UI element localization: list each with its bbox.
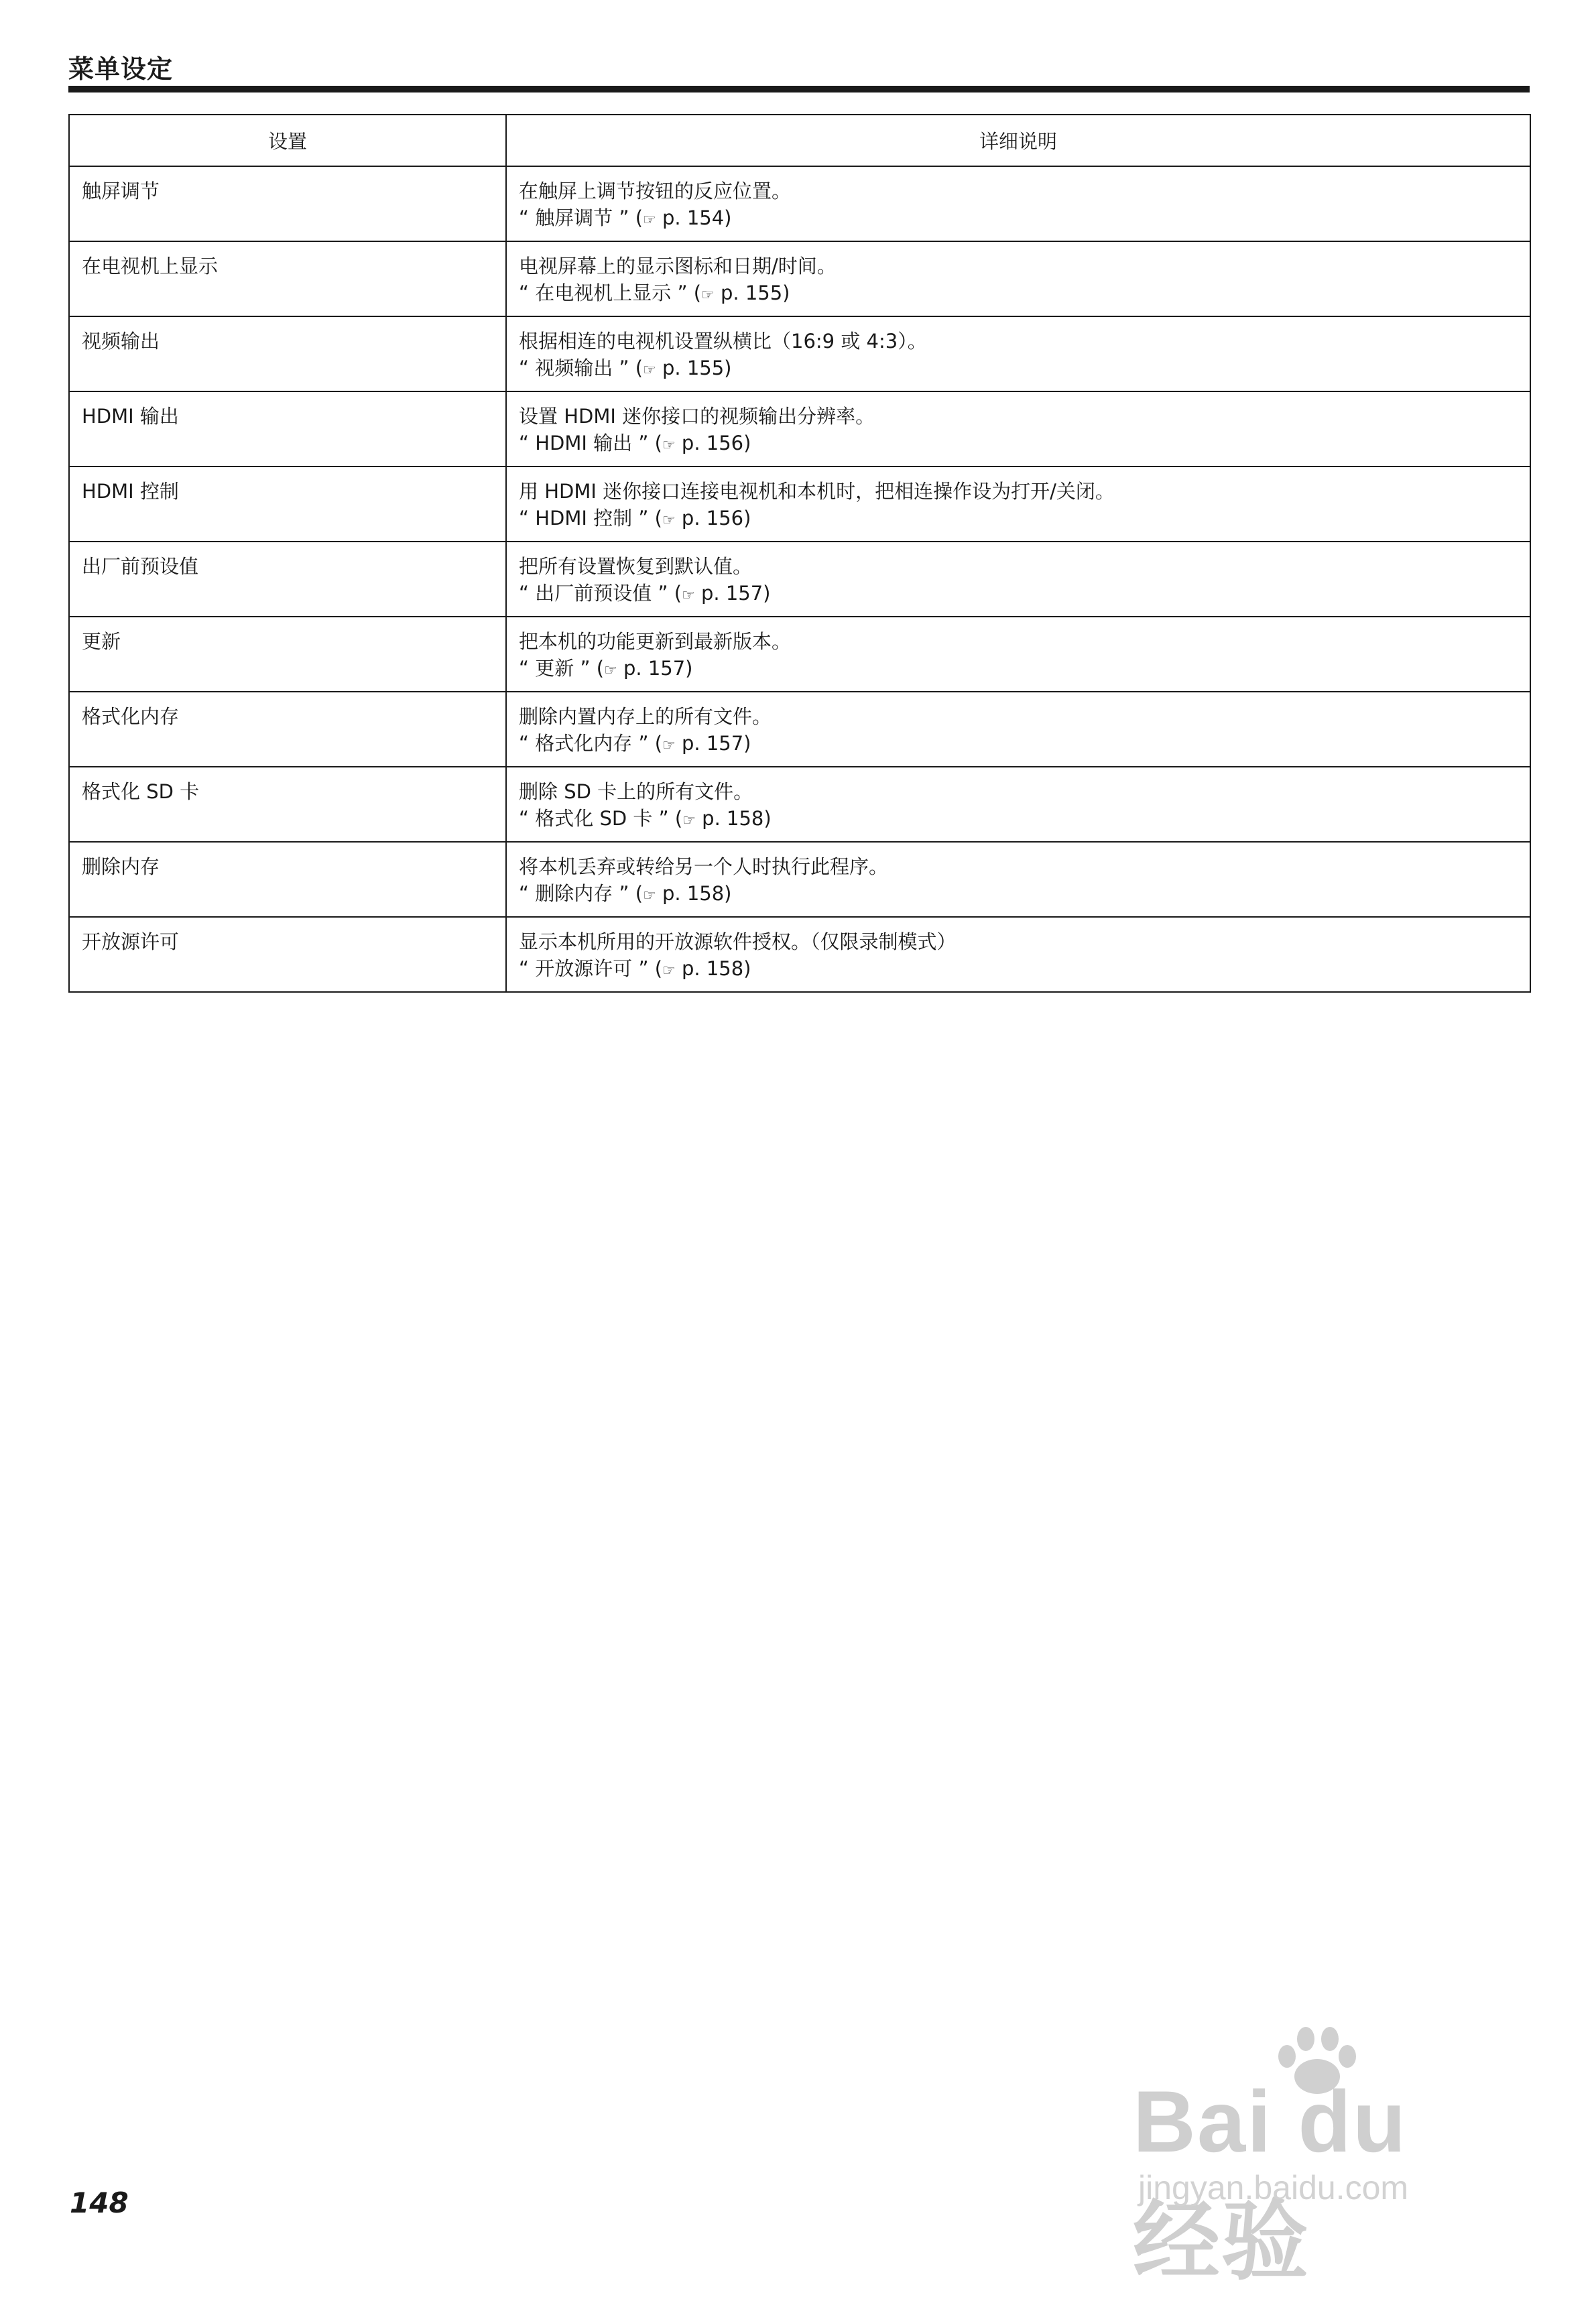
reference-name: “ 删除内存 ” ( bbox=[519, 882, 643, 905]
pointing-hand-icon: ☞ bbox=[643, 362, 656, 379]
watermark-brand: Bai du 经验 bbox=[1133, 2072, 1408, 2290]
setting-name: 出厂前预设值 bbox=[69, 542, 506, 617]
page-reference-link[interactable] bbox=[519, 280, 1518, 309]
watermark-url: jingyan.baidu.com bbox=[1138, 2169, 1409, 2207]
pointing-hand-icon: ☞ bbox=[643, 212, 656, 229]
setting-description-cell bbox=[506, 316, 1530, 391]
setting-name: 触屏调节 bbox=[69, 166, 506, 241]
reference-name: “ 开放源许可 ” ( bbox=[519, 957, 663, 980]
setting-name: 更新 bbox=[69, 617, 506, 692]
page-reference-link[interactable] bbox=[519, 505, 1518, 534]
table-row bbox=[69, 467, 1530, 542]
reference-page: p. 157) bbox=[700, 582, 771, 605]
setting-name: HDMI 控制 bbox=[69, 467, 506, 542]
reference-name: “ 触屏调节 ” ( bbox=[519, 206, 643, 229]
page-reference-link[interactable] bbox=[519, 880, 1518, 910]
page-reference-link[interactable] bbox=[519, 730, 1518, 759]
setting-description-cell bbox=[506, 391, 1530, 467]
reference-name: “ 更新 ” ( bbox=[519, 657, 605, 680]
page-reference-link[interactable] bbox=[519, 580, 1518, 609]
reference-page: p. 158) bbox=[702, 807, 772, 830]
table-row bbox=[69, 917, 1530, 992]
reference-name: “ 格式化 SD 卡 ” ( bbox=[519, 807, 683, 830]
pointing-hand-icon: ☞ bbox=[604, 662, 617, 679]
page-reference-link[interactable] bbox=[519, 204, 1518, 234]
table-row bbox=[69, 842, 1530, 917]
header-description: 详细说明 bbox=[506, 115, 1530, 166]
reference-name: “ HDMI 控制 ” ( bbox=[519, 507, 662, 530]
setting-description: 删除内置内存上的所有文件。 bbox=[519, 705, 772, 728]
setting-description-cell bbox=[506, 767, 1530, 842]
pointing-hand-icon: ☞ bbox=[701, 287, 715, 304]
setting-description: 在触屏上调节按钮的反应位置。 bbox=[519, 180, 792, 202]
page-reference-link[interactable] bbox=[519, 430, 1518, 459]
reference-page: p. 156) bbox=[681, 507, 751, 530]
page-number: 148 bbox=[70, 2186, 129, 2219]
title-rule bbox=[68, 86, 1530, 92]
table-row bbox=[69, 241, 1530, 316]
setting-name: HDMI 输出 bbox=[69, 391, 506, 467]
setting-description: 把本机的功能更新到最新版本。 bbox=[519, 630, 792, 653]
reference-page: p. 155) bbox=[720, 282, 790, 304]
setting-description-cell bbox=[506, 842, 1530, 917]
setting-description-cell bbox=[506, 617, 1530, 692]
pointing-hand-icon: ☞ bbox=[662, 512, 676, 529]
reference-name: “ 视频输出 ” ( bbox=[519, 357, 643, 379]
setting-description: 将本机丢弃或转给另一个人时执行此程序。 bbox=[519, 855, 889, 878]
header-setting: 设置 bbox=[69, 115, 506, 166]
reference-page: p. 155) bbox=[662, 357, 732, 379]
page-reference-link[interactable] bbox=[519, 955, 1518, 985]
pointing-hand-icon: ☞ bbox=[643, 887, 656, 904]
reference-name: “ HDMI 输出 ” ( bbox=[519, 432, 662, 454]
reference-name: “ 在电视机上显示 ” ( bbox=[519, 282, 702, 304]
table-row bbox=[69, 542, 1530, 617]
settings-table bbox=[68, 114, 1531, 993]
setting-description: 显示本机所用的开放源软件授权。（仅限录制模式） bbox=[519, 930, 957, 953]
page-reference-link[interactable] bbox=[519, 655, 1518, 684]
setting-name: 视频输出 bbox=[69, 316, 506, 391]
page-title: 菜单设定 bbox=[68, 54, 174, 84]
reference-page: p. 158) bbox=[662, 882, 732, 905]
reference-page: p. 157) bbox=[623, 657, 693, 680]
table-row bbox=[69, 617, 1530, 692]
pointing-hand-icon: ☞ bbox=[682, 812, 696, 829]
setting-description: 用 HDMI 迷你接口连接电视机和本机时，把相连操作设为打开/关闭。 bbox=[519, 480, 1115, 503]
reference-name: “ 格式化内存 ” ( bbox=[519, 732, 663, 755]
setting-description-cell bbox=[506, 692, 1530, 767]
reference-page: p. 157) bbox=[681, 732, 751, 755]
reference-page: p. 158) bbox=[681, 957, 751, 980]
reference-page: p. 156) bbox=[681, 432, 751, 454]
pointing-hand-icon: ☞ bbox=[682, 587, 695, 604]
setting-description-cell bbox=[506, 166, 1530, 241]
pointing-hand-icon: ☞ bbox=[662, 963, 676, 979]
setting-name: 格式化内存 bbox=[69, 692, 506, 767]
reference-name: “ 出厂前预设值 ” ( bbox=[519, 582, 682, 605]
table-row bbox=[69, 692, 1530, 767]
setting-description: 电视屏幕上的显示图标和日期/时间。 bbox=[519, 255, 837, 277]
setting-description: 删除 SD 卡上的所有文件。 bbox=[519, 780, 753, 803]
page-reference-link[interactable] bbox=[519, 805, 1518, 834]
table-row bbox=[69, 166, 1530, 241]
table-header-row bbox=[69, 115, 1530, 166]
table-row bbox=[69, 767, 1530, 842]
page-reference-link[interactable] bbox=[519, 355, 1518, 384]
reference-page: p. 154) bbox=[662, 206, 732, 229]
setting-name: 在电视机上显示 bbox=[69, 241, 506, 316]
setting-name: 格式化 SD 卡 bbox=[69, 767, 506, 842]
setting-name: 开放源许可 bbox=[69, 917, 506, 992]
pointing-hand-icon: ☞ bbox=[662, 437, 676, 454]
pointing-hand-icon: ☞ bbox=[662, 737, 676, 754]
table-row bbox=[69, 391, 1530, 467]
setting-name: 删除内存 bbox=[69, 842, 506, 917]
setting-description-cell bbox=[506, 917, 1530, 992]
setting-description-cell bbox=[506, 241, 1530, 316]
setting-description: 把所有设置恢复到默认值。 bbox=[519, 555, 753, 578]
setting-description-cell bbox=[506, 467, 1530, 542]
table-row bbox=[69, 316, 1530, 391]
setting-description: 根据相连的电视机设置纵横比（16:9 或 4:3）。 bbox=[519, 330, 927, 353]
setting-description: 设置 HDMI 迷你接口的视频输出分辨率。 bbox=[519, 405, 875, 428]
setting-description-cell bbox=[506, 542, 1530, 617]
watermark bbox=[1133, 2024, 1508, 2290]
